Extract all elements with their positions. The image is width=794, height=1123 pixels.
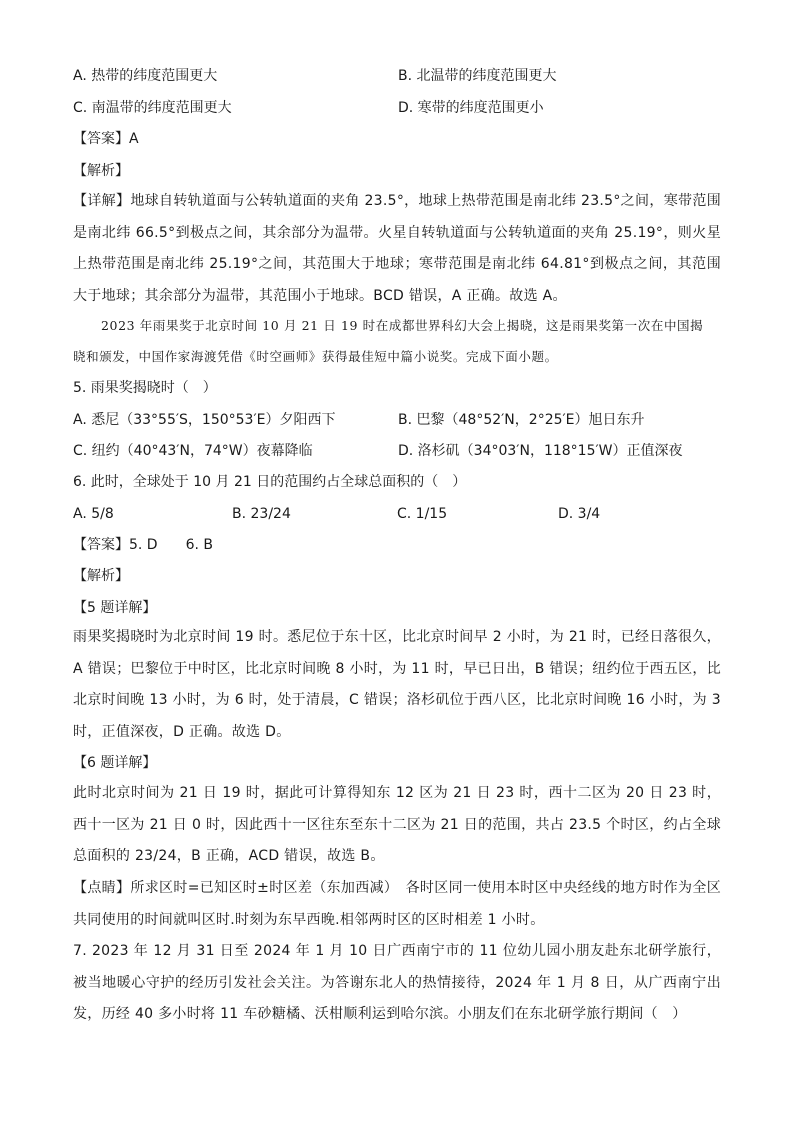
q7-stem: 7. 2023 年 12 月 31 日至 2024 年 1 月 10 日广西南宁市的 11 位幼儿园小朋友赴东北研学旅行，被当地暖心守护的经历引发社会关注。为答谢东北人的热情接待，2024 年 1 月 8 日，从广西南宁出发，历经 40 多小时将 11 车砂糖橘、沃柑顺利运到哈尔滨。小朋友们在东北研学旅行期间（ ）	[73, 943, 721, 1022]
q6-option-d: D. 3/4	[558, 506, 601, 522]
answers-5-6: 【答案】5. D 6. B	[73, 537, 213, 553]
q5-option-c: C. 纽约（40°43′N，74°W）夜幕降临	[73, 443, 313, 459]
q5-detail-label: 【5 题详解】	[73, 600, 157, 616]
q5-detail: 雨果奖揭晓时为北京时间 19 时。悉尼位于东十区，比北京时间早 2 小时，为 21 时，已经日落很久，A 错误；巴黎位于中时区，比北京时间晚 8 小时，为 11 时，早已日出，B 错误；纽约位于西五区，比北京时间晚 13 小时，为 6 时，处于清晨，C 错误；洛杉矶位于西八区，比北京时间晚 16 小时，为 3 时，正值深夜，D 正确。故选 D。	[73, 629, 721, 740]
q4-analysis-label: 【解析】	[73, 163, 129, 179]
q6-detail: 此时北京时间为 21 日 19 时，据此可计算得知东 12 区为 21 日 23 时，西十二区为 20 日 23 时，西十一区为 21 日 0 时，因此西十一区往东至东十二区为 21 日的范围，共占 23.5 个时区，约占全球总面积的 23/24，B 正确，ACD 错误，故选 B。	[73, 785, 721, 864]
q5-option-b: B. 巴黎（48°52′N，2°25′E）旭日东升	[398, 412, 645, 428]
q4-detail: 【详解】地球自转轨道面与公转轨道面的夹角 23.5°，地球上热带范围是南北纬 23.5°之间，寒带范围是南北纬 66.5°到极点之间，其余部分为温带。火星自转轨道面与公转轨道面的夹角 25.19°，则火星上热带范围是南北纬 25.19°之间，其范围大于地球；寒带范围是南北纬 64.81°到极点之间，其范围大于地球；其余部分为温带，其范围小于地球。BCD 错误，A 正确。故选 A。	[73, 193, 721, 304]
q4-option-c: C. 南温带的纬度范围更大	[73, 100, 232, 116]
tip: 【点睛】所求区时=已知区时±时区差（东加西减） 各时区同一使用本时区中央经线的地方时作为全区共同使用的时间就叫区时.时刻为东早西晚.相邻两时区的区时相差 1 小时。	[73, 880, 721, 928]
q4-answer: 【答案】A	[73, 131, 139, 147]
q5-option-a: A. 悉尼（33°55′S，150°53′E）夕阳西下	[73, 412, 336, 428]
q6-option-b: B. 23/24	[232, 506, 291, 522]
q4-option-d: D. 寒带的纬度范围更小	[398, 100, 544, 116]
q6-stem: 6. 此时，全球处于 10 月 21 日的范围约占全球总面积的（ ）	[73, 474, 467, 490]
q6-detail-label: 【6 题详解】	[73, 755, 157, 771]
q6-option-c: C. 1/15	[397, 506, 448, 522]
analysis-5-6-label: 【解析】	[73, 568, 129, 584]
q5-stem: 5. 雨果奖揭晓时（ ）	[73, 380, 217, 396]
q4-option-a: A. 热带的纬度范围更大	[73, 68, 218, 84]
passage-line-2: 晓和颁发，中国作家海渡凭借《时空画师》获得最佳短中篇小说奖。完成下面小题。	[73, 349, 558, 364]
q5-option-d: D. 洛杉矶（34°03′N，118°15′W）正值深夜	[398, 443, 683, 459]
q6-option-a: A. 5/8	[73, 506, 114, 522]
q4-option-b: B. 北温带的纬度范围更大	[398, 68, 557, 84]
passage-line-1: 2023 年雨果奖于北京时间 10 月 21 日 19 时在成都世界科幻大会上揭晓，这是雨果奖第一次在中国揭	[101, 318, 704, 333]
